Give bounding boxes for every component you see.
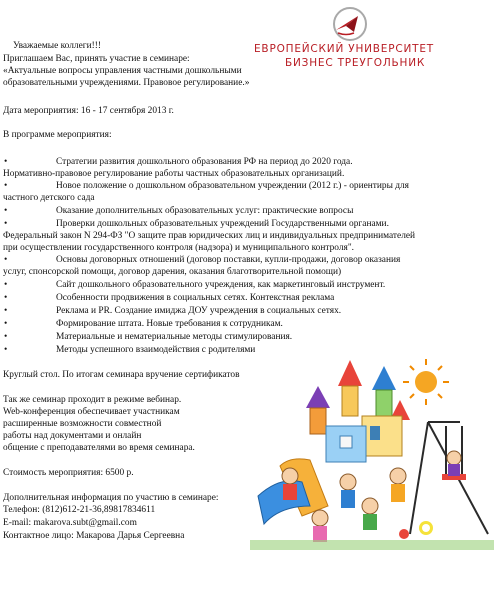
seminar-title-line1: «Актуальные вопросы управления частными дошкольными [3,66,242,76]
contact-email[interactable]: E-mail: makarova.subt@gmail.com [3,518,137,528]
logo-title-line1: ЕВРОПЕЙСКИЙ УНИВЕРСИТЕТ [254,43,435,55]
contact-person: Контактное лицо: Макарова Дарья Сергеевна [3,531,185,541]
bullet: • [4,219,8,229]
event-date: Дата мероприятия: 16 - 17 сентября 2013 г. [3,106,174,116]
program-item-1-cont: Нормативно-правовое регулирование работы частных образовательных организаций. [3,169,345,179]
program-item-4-cont1: Федеральный закон N 294-ФЗ "О защите прав юридических лиц и индивидуальных предпринимателей [3,231,416,241]
round-table-text: Круглый стол. По итогам семинара вручение сертификатов [3,370,240,380]
program-item-2-cont: частного детского сада [3,193,95,203]
bullet: • [4,181,8,191]
program-item-5-cont: услуг, спонсорской помощи, договор дарения, оказания благотворительной помощи) [3,267,342,277]
bullet: • [4,319,8,329]
program-item-6: Сайт дошкольного образовательного учреждения, как маркетинговый инструмент. [56,280,386,290]
invite-text: Приглашаем Вас, принять участие в семинаре: [3,54,190,64]
playground-towers [306,360,410,462]
bullet: • [4,306,8,316]
bullet: • [4,280,8,290]
program-item-11: Методы успешного взаимодействия с родителями [56,345,256,355]
bullet: • [4,293,8,303]
program-item-10: Материальные и нематериальные методы стимулирования. [56,332,293,342]
contact-phone: Телефон: (812)612-21-36,89817834611 [3,505,156,515]
company-logo [250,6,490,72]
program-item-2: Новое положение о дошкольном образовательном учреждении (2012 г.) - ориентиры для [56,181,409,191]
paper-plane-logo-icon [250,6,490,44]
bullet: • [4,157,8,167]
kids-playground-illustration [250,356,494,552]
program-item-9: Формирование штата. Новые требования к сотрудникам. [56,319,283,329]
program-item-1: Стратегии развития дошкольного образования РФ на период до 2020 года. [56,157,353,167]
webinar-line-3: расширенные возможности совместной [3,419,162,429]
seminar-title-line2: образовательными учреждениями. Правовое регулирование.» [3,78,250,88]
flower-icon [399,521,433,539]
webinar-line-1: Так же семинар проходит в режиме вебинар. [3,395,182,405]
program-item-7: Особенности продвижения в социальных сетях. Контекстная реклама [56,293,335,303]
webinar-line-2: Web-конференция обеспечивает участникам [3,407,180,417]
bullet: • [4,345,8,355]
webinar-line-5: общение с преподавателями во время семинара. [3,443,195,453]
program-item-4: Проверки дошкольных образовательных учреждений Государственными органами. [56,219,389,229]
bullet: • [4,332,8,342]
greeting: Уважаемые коллеги!!! [13,41,101,51]
sun-icon [403,359,449,405]
program-item-8: Реклама и PR. Создание имиджа ДОУ учреждения в социальных сетях. [56,306,342,316]
bullet: • [4,206,8,216]
webinar-line-4: работы над документами и онлайн [3,431,142,441]
program-heading: В программе мероприятия: [3,130,112,140]
logo-title-line2: БИЗНЕС ТРЕУГОЛЬНИК [285,57,426,69]
price-text: Стоимость мероприятия: 6500 р. [3,468,134,478]
program-item-4-cont2: при осуществлении государственного контроля (надзора) и муниципального контроля". [3,243,354,253]
program-item-3: Оказание дополнительных образовательных услуг: практические вопросы [56,206,354,216]
program-item-5: Основы договорных отношений (договор поставки, купли-продажи, договор оказания [56,255,401,265]
bullet: • [4,255,8,265]
contacts-heading: Дополнительная информация по участию в семинаре: [3,493,219,503]
